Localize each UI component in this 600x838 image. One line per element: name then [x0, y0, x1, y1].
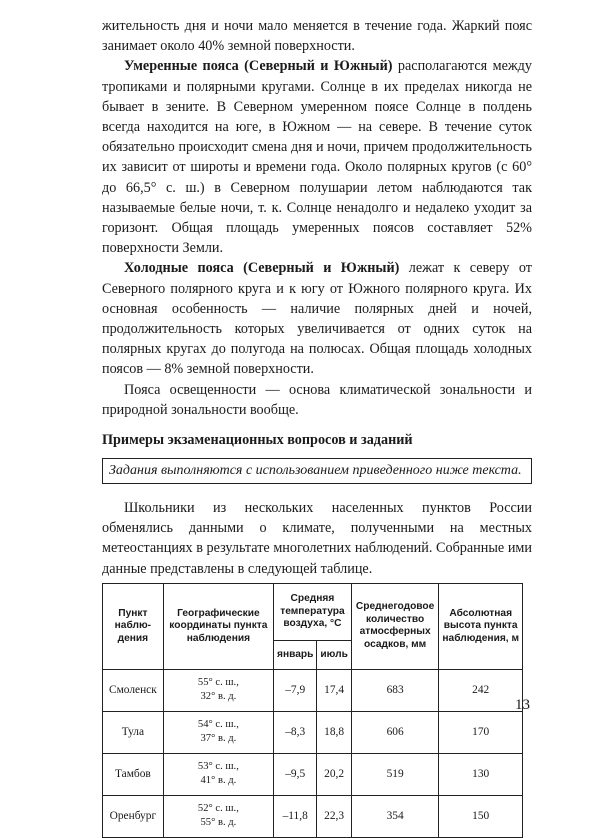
cell-january: –7,9 [274, 669, 317, 711]
cell-precipitation: 354 [351, 795, 439, 837]
header-point: Пункт наблю-дения [103, 583, 164, 669]
cell-january: –9,5 [274, 753, 317, 795]
table-row [103, 669, 523, 711]
cell-longitude: 55° в. д. [200, 817, 237, 829]
header-precipitation: Среднегодовое количество атмосферных осадков, мм [351, 583, 439, 669]
header-july: июль [317, 640, 351, 669]
cell-altitude: 150 [439, 795, 523, 837]
paragraph-summary: Пояса освещенности — основа климатической зональности и природной зональности вообще. [102, 381, 532, 418]
paragraph-cold-zones [102, 258, 532, 379]
cell-latitude: 54° с. ш., [197, 719, 239, 731]
cell-latitude: 53° с. ш., [197, 761, 239, 773]
cell-longitude: 41° в. д. [200, 775, 237, 787]
header-january: январь [274, 640, 317, 669]
cell-point: Тамбов [103, 753, 164, 795]
climate-table [102, 583, 523, 838]
cell-altitude: 170 [439, 711, 523, 753]
cell-precipitation: 683 [351, 669, 439, 711]
cell-january: –8,3 [274, 711, 317, 753]
cold-zones-text: лежат к северу от Северного полярного круга и к югу от Южного полярного круга. Их основная особенность — наличие полярных дней и ночей, продолжительность которых увеличивается от одних суток на полярных кругах до полугода на полюсах. Общая площадь холодных поясов — 8% земной поверхности. [102, 260, 532, 378]
cell-coords [163, 795, 273, 837]
header-coords: Географические координаты пункта наблюдения [163, 583, 273, 669]
cell-point: Оренбург [103, 795, 164, 837]
paragraph-temperate-zones [102, 56, 532, 258]
cell-precipitation: 606 [351, 711, 439, 753]
cell-july: 18,8 [317, 711, 351, 753]
cell-point: Тула [103, 711, 164, 753]
cell-july: 20,2 [317, 753, 351, 795]
temperate-zones-text: располагаются между тропиками и полярными кругами. Солнце в их пределах никогда не бывает в зените. В Северном умеренном поясе Солнце в полдень всегда находится на юге, в Южном — на севере. В течение суток обязательно происходит смена дня и ночи, причем продолжительность их зависит от широты и времени года. Около полярных кругов (с 60° до 66,5° с. ш.) в Северном полушарии летом наблюдаются так называемые белые ночи, т. к. Солнце ненадолго и недалеко уходит за горизонт. Общая площадь умеренных поясов составляет 52% поверхности Земли. [102, 58, 532, 257]
table-row [103, 795, 523, 837]
cell-altitude: 130 [439, 753, 523, 795]
cell-july: 22,3 [317, 795, 351, 837]
task-instruction-box: Задания выполняются с использованием приведенного ниже текста. [102, 458, 532, 484]
table-row [103, 753, 523, 795]
header-altitude: Абсолютная высота пункта наблюдения, м [439, 583, 523, 669]
cell-altitude: 242 [439, 669, 523, 711]
cell-latitude: 52° с. ш., [197, 803, 239, 815]
cell-coords [163, 711, 273, 753]
cell-precipitation: 519 [351, 753, 439, 795]
paragraph-tropical-end: жительность дня и ночи мало меняется в течение года. Жаркий пояс занимает около 40% земной поверхности. [102, 18, 532, 55]
header-temperature: Средняя температура воздуха, °С [274, 583, 352, 640]
page-number: 13 [515, 697, 530, 713]
cell-january: –11,8 [274, 795, 317, 837]
cell-longitude: 32° в. д. [200, 691, 237, 703]
table-row [103, 711, 523, 753]
section-title: Примеры экзаменационных вопросов и заданий [102, 432, 413, 449]
cell-july: 17,4 [317, 669, 351, 711]
cell-point: Смоленск [103, 669, 164, 711]
cell-coords [163, 753, 273, 795]
cell-coords [163, 669, 273, 711]
cell-latitude: 55° с. ш., [197, 677, 239, 689]
cold-zones-term: Холодные пояса (Северный и Южный) [124, 260, 400, 277]
cell-longitude: 37° в. д. [200, 733, 237, 745]
paragraph-task-intro: Школьники из нескольких населенных пунктов России обменялись данными о климате, полученными на местных метеостанциях в результате многолетних наблюдений. Собранные ими данные представлены в следующей таблице. [102, 500, 532, 577]
temperate-zones-term: Умеренные пояса (Северный и Южный) [124, 58, 393, 75]
